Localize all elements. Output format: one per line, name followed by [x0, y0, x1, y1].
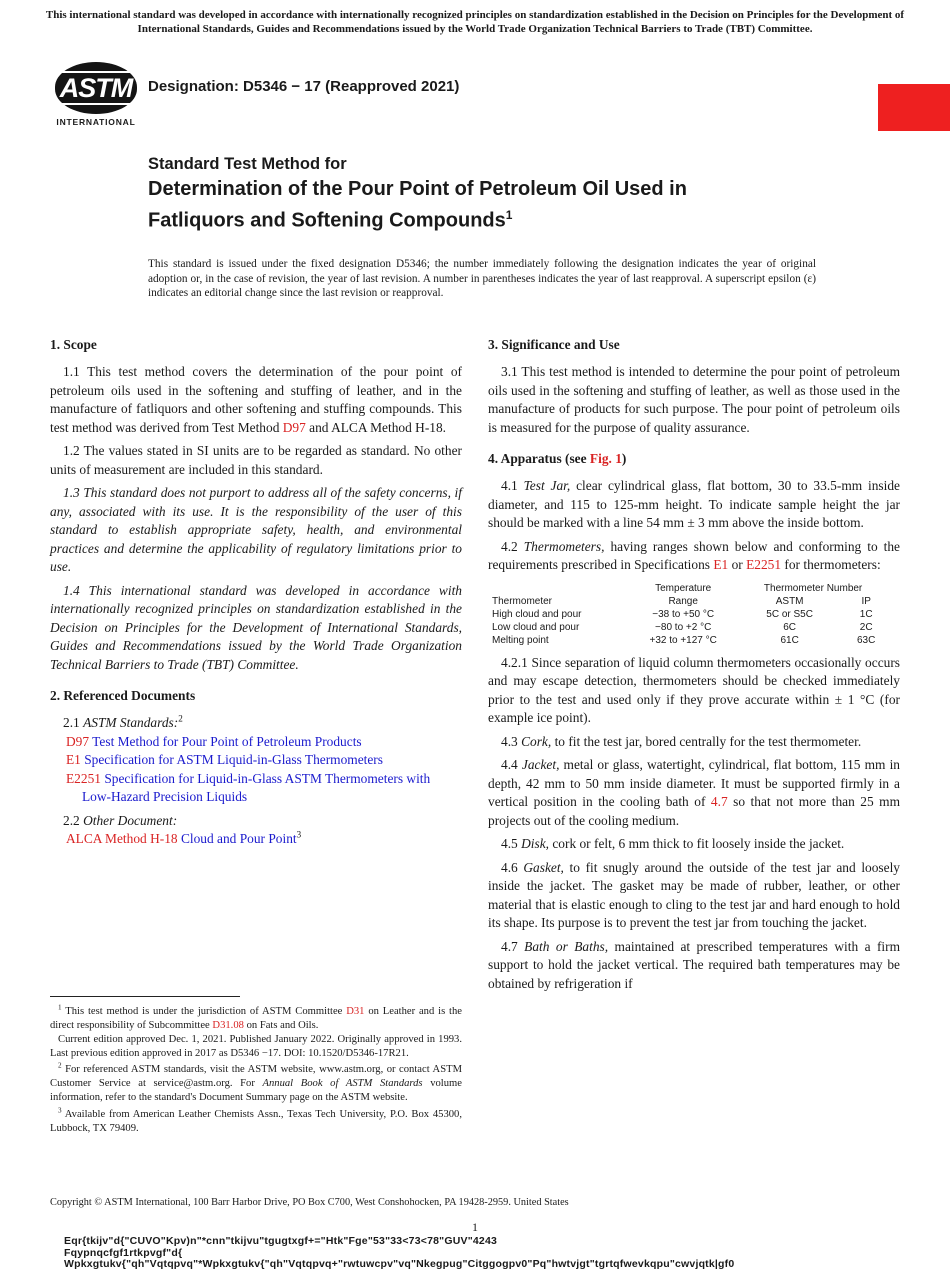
table-cell: 63C: [856, 634, 876, 646]
text-run: and ALCA Method H-18.: [305, 419, 447, 435]
text-run: 2: [178, 713, 183, 724]
para-3-1: [488, 363, 900, 437]
section-3-heading: 3. Significance and Use: [488, 337, 620, 352]
reference-d97: [50, 733, 462, 752]
doc-link[interactable]: D31: [346, 1005, 365, 1017]
table-row: [490, 621, 890, 634]
text-run: 2.1: [63, 715, 84, 730]
text-run: 2: [58, 1061, 62, 1070]
section-1-heading: 1. Scope: [50, 337, 97, 352]
text-run: 1: [58, 1003, 62, 1012]
text-run: Cork,: [521, 733, 552, 749]
para-4-4: [488, 756, 900, 830]
two-column-body: [50, 330, 900, 1136]
doc-link[interactable]: Fig. 1: [589, 451, 622, 466]
astm-logo-text: ASTM: [59, 72, 133, 103]
table-cell: Low cloud and pour: [492, 621, 580, 633]
table-cell: High cloud and pour: [492, 608, 582, 620]
text-run: 4.7: [501, 938, 525, 954]
text-run: 3: [58, 1106, 62, 1115]
table-cell: [490, 582, 630, 595]
section-2-heading: 2. Referenced Documents: [50, 688, 196, 703]
table-row: [490, 608, 890, 621]
text-run: 4. Apparatus (see: [488, 451, 590, 466]
footnote-separator: [50, 996, 240, 997]
doc-link[interactable]: 4.7: [710, 794, 728, 809]
table-row: [490, 634, 890, 647]
table-cell: −38 to +50 °C: [652, 608, 715, 620]
table-cell: 2C: [859, 621, 873, 633]
para-1-4: [50, 582, 462, 675]
left-column: [50, 330, 462, 1136]
para-2-1: [50, 714, 462, 733]
para-1-1: [50, 363, 462, 437]
table-cell: Thermometer Number: [763, 582, 863, 594]
text-run: having ranges shown below and conforming to the requirements prescribed in Specifications: [488, 538, 900, 572]
text-run: 2.2: [63, 812, 84, 828]
table-cell: 61C: [780, 634, 799, 646]
doc-link[interactable]: Specification for ASTM Liquid-in-Glass Thermometers: [80, 752, 383, 767]
text-run: 4.2: [501, 538, 524, 554]
footnote-3: [50, 1108, 462, 1136]
para-4-2-1: [488, 654, 900, 728]
footnote-1: [50, 1005, 462, 1033]
table-cell: Thermometer: [492, 595, 553, 607]
table-cell: Melting point: [492, 634, 549, 646]
copyright-line: Copyright © ASTM International, 100 Barr Harbor Drive, PO Box C700, West Conshohocken, PA 19428-2959. United States: [50, 1197, 569, 1208]
footnote-1-edition: [50, 1033, 462, 1061]
astm-logo: [52, 62, 140, 127]
doc-link[interactable]: Specification for Liquid-in-Glass ASTM Thermometers with Low-Hazard Precision Liquids: [82, 770, 431, 804]
designation-line: [148, 78, 459, 95]
para-4-1: [488, 477, 900, 533]
designation-label: Designation:: [148, 78, 239, 95]
astm-logo-international: INTERNATIONAL: [56, 117, 136, 127]
text-run: metal or glass, watertight, cylindrical, flat bottom, 115 mm in depth, 42 mm to 50 mm inside diameter. It must be supported firmly in a vertical position in the cooling bath of: [488, 757, 900, 809]
text-run: Available from American Leather Chemists Assn., Texas Tech University, P.O. Box 45300, Lubbock, TX 79409.: [50, 1109, 462, 1135]
table-cell: −80 to +2 °C: [655, 621, 712, 633]
issue-note: This standard is issued under the fixed designation D5346; the number immediately following the designation indicates the year of original adoption or, in the case of revision, the year of last revision. A number in parentheses indicates the year of last reapproval. A superscript epsilon (ε) indicates an editorial change since the last revision or reapproval.: [148, 258, 816, 300]
astm-logo-icon: [55, 62, 137, 114]
para-4-2: [488, 538, 900, 575]
text-run: Annual Book of ASTM Standards: [262, 1078, 423, 1090]
doc-link[interactable]: D97: [66, 733, 90, 749]
doc-link[interactable]: Test Method for Pour Point of Petroleum Products: [89, 733, 362, 749]
text-run: 1.3 This standard does not purport to address all of the safety concerns, if any, associated with its use. It is the responsibility of the user of this standard to establish appropriate safety, health, and environmental practices and determine the applicability of regulatory limitations prior to use.: [50, 485, 462, 574]
red-stamp: [878, 84, 950, 131]
table-cell: +32 to +127 °C: [649, 634, 717, 646]
text-run: 4.4: [501, 757, 522, 772]
watermark-line-1: Eqr{tkijv"d{"CUVO"Kpv)n"*cnn"tkijvu"tgugtxgf+="Htk"Fge"53"33<73<78"GUV"4243: [64, 1235, 498, 1247]
text-run: Bath or Baths,: [524, 938, 609, 954]
text-run: 3.1 This test method is intended to determine the pour point of petroleum oils used in the softening and stuffing of leather, as well as those used in the manufacture of products for such purpose. The pour point of petroleum oils is measured for the purpose of quality assurance.: [488, 364, 900, 435]
text-run: Test Jar,: [523, 478, 571, 493]
para-4-6: [488, 859, 900, 933]
doc-link[interactable]: Cloud and Pour Point: [177, 831, 297, 846]
text-run: 1.4 This international standard was developed in accordance with internationally recognized principles on standardization established in the Decision on Principles for the Development of International Standards, Guides and Recommendations issued by the World Trade Organization Technical Barriers to Trade (TBT) Committee.: [50, 582, 462, 672]
table-cell: 6C: [783, 621, 797, 633]
title-line-2: Determination of the Pour Point of Petroleum Oil Used in: [148, 178, 687, 200]
text-run: This test method is under the jurisdiction of ASTM Committee: [61, 1005, 347, 1017]
watermark-line-3: Wpkxgtukv{"qh"Vqtqpvq"*Wpkxgtukv{"qh"Vqtqpvq+"rwtuwcpv"vq"Nkegpug"Citggogpv0"Pq"hwtvjgt"tgrtqfwevkqpu"cwvjqtk|gf0: [64, 1258, 735, 1270]
text-run: clear cylindrical glass, flat bottom, 30 to 33.5-mm inside diameter, and 115 to 125-mm height. To indicate sample height the jar should be marked with a line 54 mm ± 3 mm above the inside bottom.: [488, 478, 900, 530]
text-run: on Leather and is the direct responsibility of Subcommittee: [50, 1005, 462, 1031]
doc-link[interactable]: E1: [66, 752, 81, 767]
title-block: [148, 153, 868, 234]
text-run: 4.1: [501, 478, 524, 493]
text-run: or: [728, 557, 747, 572]
text-run: Thermometers,: [523, 538, 605, 554]
designation-value: D5346 − 17 (Reapproved 2021): [243, 78, 460, 95]
text-run: ASTM Standards:: [83, 715, 179, 730]
para-4-5: [488, 835, 900, 854]
text-run: to fit the test jar, bored centrally for the test thermometer.: [551, 733, 862, 749]
text-run: 4.6: [501, 859, 524, 875]
text-run: 3: [296, 829, 302, 840]
text-run: so that not more than 25 mm projects out of the cooling medium.: [488, 794, 900, 828]
table-cell: 1C: [859, 608, 873, 620]
para-4-7: [488, 938, 900, 994]
para-1-2: [50, 442, 462, 479]
reference-e2251: [50, 770, 462, 807]
text-run: 1.1 This test method covers the determination of the pour point of petroleum oils used in the softening and stuffing of leather, and in the manufacture of fatliquors and other softening and stuffing compounds. This test method was derived from Test Method: [50, 364, 462, 435]
tbt-notice: This international standard was developed in accordance with internationally recognized principles on standardization established in the Decision on Principles for the Development of International Standards, Guides and Recommendations issued by the World Trade Organization Technical Barriers to Trade (TBT) Committee.: [45, 9, 905, 35]
text-run: 4.5: [501, 836, 522, 851]
text-run: Gasket,: [523, 859, 564, 875]
license-watermark: [64, 1236, 734, 1271]
text-run: volume information, refer to the standard's Document Summary page on the ASTM website.: [50, 1078, 462, 1104]
text-run: maintained at prescribed temperatures with a firm support to hold the jacket vertical. The required bath temperatures may be obtained by refrigeration if: [488, 938, 900, 991]
text-run: Jacket,: [521, 757, 560, 772]
table-cell: Range: [668, 595, 698, 607]
reference-e1: [50, 751, 462, 770]
text-run: for thermometers:: [781, 557, 881, 572]
para-2-2: [50, 812, 462, 831]
text-run: to fit snugly around the outside of the test jar and loosely inside the jacket. The gasket may be made of rubber, leather, or other material that is elastic enough to cling to the test jar and hard enough to hold its shape. Its purpose is to prevent the test jar from touching the jacket.: [488, 859, 900, 930]
doc-link[interactable]: E2251: [746, 557, 782, 572]
text-run: Other Document:: [83, 812, 178, 828]
footnotes-block: [50, 996, 462, 1136]
doc-link[interactable]: E2251: [66, 770, 101, 786]
text-run: ): [621, 451, 627, 466]
page-number: 1: [472, 1220, 478, 1234]
text-run: 1.2 The values stated in SI units are to be regarded as standard. No other units of measurement are included in this standard.: [50, 443, 462, 477]
title-line-1: Standard Test Method for: [148, 155, 347, 173]
table-cell: IP: [861, 595, 871, 607]
doc-link[interactable]: D31.08: [212, 1019, 244, 1031]
text-run: Disk,: [521, 836, 549, 851]
text-run: 4.3: [501, 733, 522, 749]
text-run: cork or felt, 6 mm thick to fit loosely inside the jacket.: [549, 836, 845, 851]
doc-link[interactable]: E1: [713, 557, 729, 572]
table-cell: 5C or S5C: [766, 608, 813, 620]
table-cell: ASTM: [775, 595, 804, 607]
text-run: For referenced ASTM standards, visit the ASTM website, www.astm.org, or contact ASTM Customer Service at service@astm.org. For: [50, 1064, 462, 1090]
text-run: 4.2.1 Since separation of liquid column thermometers occasionally occurs and may escape detection, thermometers should be checked immediately prior to the test and used only if they prove accurate within ± 1 °C (for example ice point).: [488, 654, 900, 725]
title-line-3-text: Fatliquors and Softening Compounds: [148, 209, 506, 232]
watermark-line-2: Fqypnqcfgf1rtkpvgf"d{: [64, 1246, 183, 1259]
doc-link[interactable]: D97: [282, 419, 306, 435]
para-4-3: [488, 733, 900, 752]
title-footnote-marker: 1: [505, 208, 513, 222]
text-run: Current edition approved Dec. 1, 2021. Published January 2022. Originally approved in 1993. Last previous edition approved in 2017 as D5346 −17. DOI: 10.1520/D5346-17R21.: [50, 1033, 462, 1059]
text-run: on Fats and Oils.: [243, 1019, 319, 1031]
doc-link[interactable]: ALCA Method H-18: [66, 831, 178, 846]
table-header-row: [490, 595, 890, 608]
thermometer-table: [490, 582, 890, 647]
reference-alca-h18: [50, 830, 462, 849]
para-1-3: [50, 484, 462, 577]
right-column: [488, 330, 900, 1136]
title-line-3: [148, 202, 868, 234]
section-4-heading: [488, 450, 900, 468]
footnote-2: [50, 1063, 462, 1105]
table-cell: Temperature: [655, 582, 712, 594]
table-group-header-row: [490, 582, 890, 595]
